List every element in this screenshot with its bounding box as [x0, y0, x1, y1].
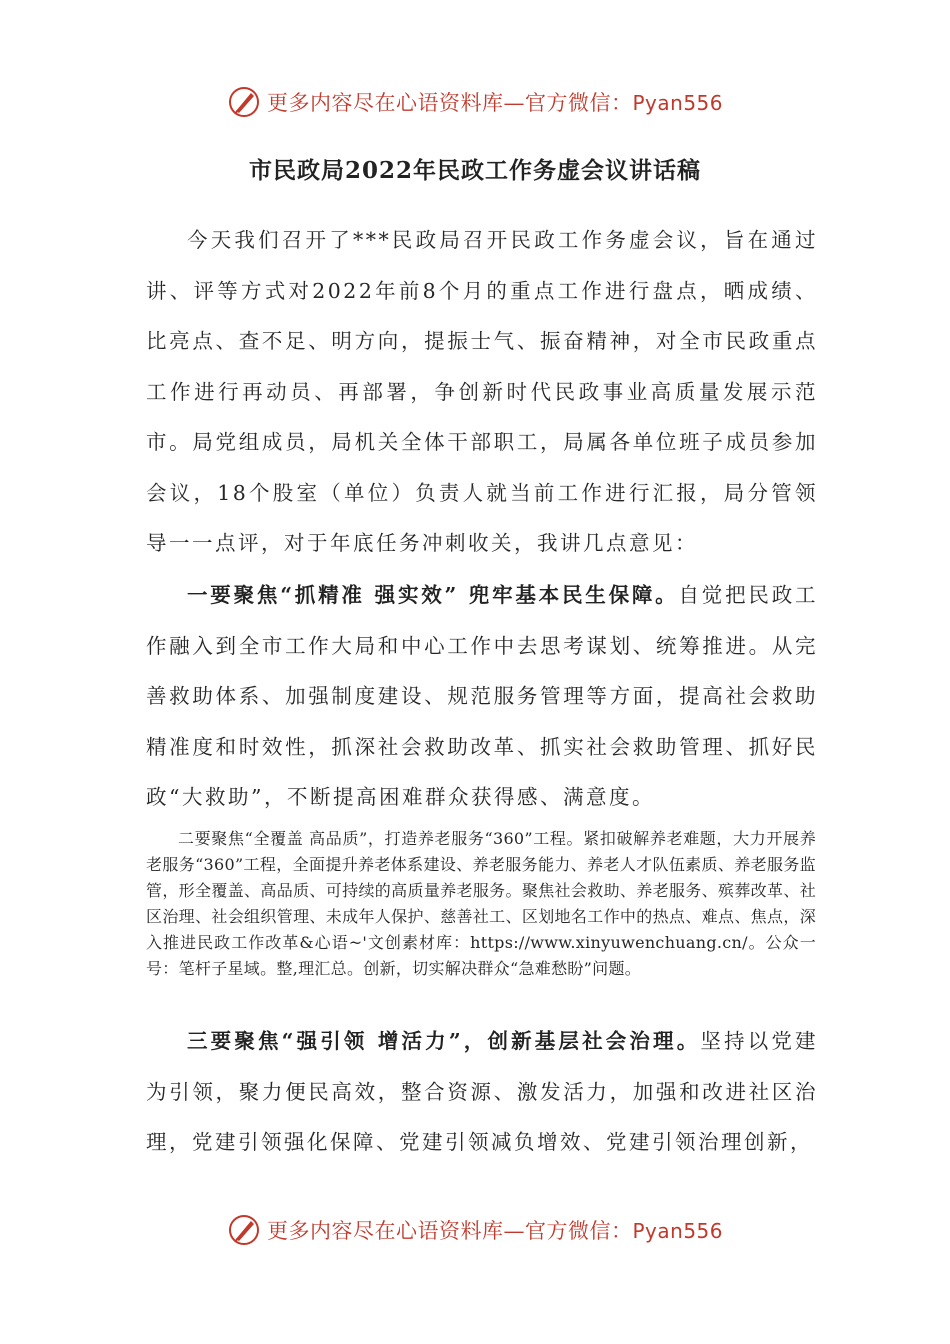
- document-title: 市民政局2022年民政工作务虚会议讲话稿: [248, 157, 701, 184]
- footer-banner: [0, 1210, 950, 1250]
- paragraph-point-one: [146, 570, 818, 823]
- banner-separator: —: [503, 1219, 525, 1243]
- paragraph-point-three: [146, 1016, 818, 1168]
- banner-main-text: 更多内容尽在心语资料库: [266, 91, 504, 115]
- point-one-body: 自觉把民政工作融入到全市工作大局和中心工作中去思考谋划、统筹推进。从完善救助体系、加强制度建设、规范服务管理等方面，提高社会救助精准度和时效性，抓深社会救助改革、抓实社会救助管理、抓好民政“大救助”，不断提高困难群众获得感、满意度。: [146, 583, 819, 809]
- quill-pen-logo-icon: [227, 1213, 261, 1247]
- paragraph-point-two: 二要聚焦“全覆盖 高品质”，打造养老服务“360”工程。紧扣破解养老难题，大力开展养老服务“360”工程，全面提升养老体系建设、养老服务能力、养老人才队伍素质、养老服务监管，形全覆盖、高品质、可持续的高质量养老服务。聚焦社会救助、养老服务、殡葬改革、社区治理、社会组织管理、未成年人保护、慈善社工、区划地名工作中的热点、难点、焦点，深入推进民政工作改革&心语~'文创素材库：https://www.xinyuwenchuang.cn/。公众一号：笔杆子星域。整,理汇总。创新，切实解决群众“急难愁盼”问题。: [146, 829, 816, 978]
- point-three-body: 坚持以党建为引领，聚力便民高效，整合资源、激发活力，加强和改进社区治理，党建引领强化保障、党建引领减负增效、党建引领治理创新，: [146, 1029, 819, 1154]
- banner-wechat-label: 官方微信：: [524, 1219, 633, 1243]
- paragraph-intro: 今天我们召开了***民政局召开民政工作务虚会议，旨在通过讲、评等方式对2022年前8个月的重点工作进行盘点，晒成绩、比亮点、查不足、明方向，提振士气、振奋精神，对全市民政重点工作进行再动员、再部署，争创新时代民政事业高质量发展示范市。局党组成员，局机关全体干部职工，局属各单位班子成员参加会议，18个股室（单位）负责人就当前工作进行汇报，局分管领导一一点评，对于年底任务冲刺收关，我讲几点意见：: [146, 228, 818, 555]
- banner-text: [267, 1215, 723, 1245]
- quill-pen-logo-icon: [227, 85, 261, 119]
- banner-wechat-id: Pyan556: [632, 1219, 723, 1243]
- banner-text: [267, 87, 723, 117]
- banner-wechat-id: Pyan556: [632, 91, 723, 115]
- banner-main-text: 更多内容尽在心语资料库: [266, 1219, 504, 1243]
- banner-wechat-label: 官方微信：: [524, 91, 633, 115]
- point-three-heading: 三要聚焦“强引领 增活力”，创新基层社会治理。: [187, 1029, 701, 1053]
- header-banner: [0, 82, 950, 122]
- banner-separator: —: [503, 91, 525, 115]
- point-one-heading: 一要聚焦“抓精准 强实效” 兜牢基本民生保障。: [187, 583, 679, 607]
